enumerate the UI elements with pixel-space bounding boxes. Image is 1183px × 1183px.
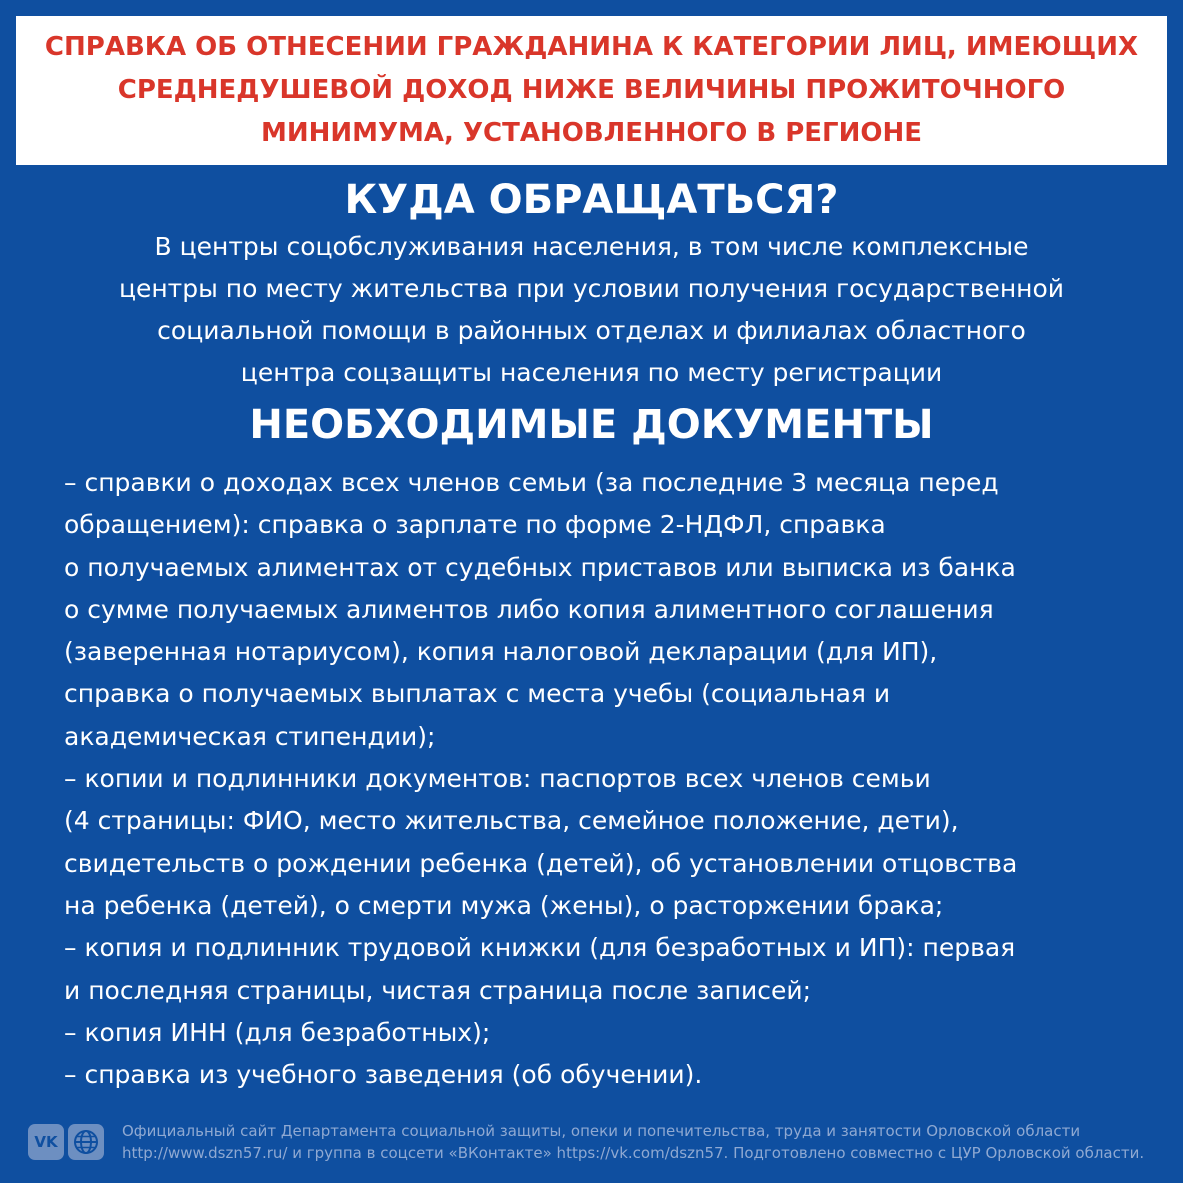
where-description (40, 226, 1143, 394)
footer-line: http://www.dszn57.ru/ и группа в соцсети «ВКонтакте» https://vk.com/dszn57. Подготовлено совместно с ЦУР Орловской области. (122, 1144, 1145, 1162)
title-banner (16, 16, 1167, 165)
document-line: академическая стипендии); (64, 721, 436, 751)
document-line: – копии и подлинники документов: паспортов всех членов семьи (64, 764, 931, 794)
footer-text (122, 1120, 1144, 1164)
document-line: – копия и подлинник трудовой книжки (для безработных и ИП): первая (64, 933, 1016, 963)
document-line: на ребенка (детей), о смерти мужа (жены), о расторжении брака; (64, 890, 944, 920)
document-line: – справка из учебного заведения (об обучении). (64, 1060, 703, 1090)
document-line: справка о получаемых выплатах с места учебы (социальная и (64, 679, 891, 709)
page-title (45, 26, 1138, 155)
document-line: о сумме получаемых алиментов либо копия алиментного соглашения (64, 594, 994, 624)
where-line: центры по месту жительства при условии получения государственной (118, 274, 1065, 303)
document-line: о получаемых алиментах от судебных приставов или выписка из банка (64, 552, 1016, 582)
documents-list (64, 462, 1144, 1096)
title-line: МИНИМУМА, УСТАНОВЛЕННОГО В РЕГИОНЕ (260, 118, 922, 148)
globe-icon[interactable] (68, 1124, 104, 1160)
vk-icon[interactable]: VK (28, 1124, 64, 1160)
where-line: В центры соцобслуживания населения, в том числе комплексные (154, 232, 1029, 261)
where-line: социальной помощи в районных отделах и филиалах областного (157, 316, 1026, 345)
document-line: – копия ИНН (для безработных); (64, 1017, 491, 1047)
title-line: СРЕДНЕДУШЕВОЙ ДОХОД НИЖЕ ВЕЛИЧИНЫ ПРОЖИТОЧНОГО (117, 75, 1066, 105)
document-line: (заверенная нотариусом), копия налоговой декларации (для ИП), (64, 637, 938, 667)
title-line: СПРАВКА ОБ ОТНЕСЕНИИ ГРАЖДАНИНА К КАТЕГОРИИ ЛИЦ, ИМЕЮЩИХ (44, 32, 1139, 62)
document-line: обращением): справка о зарплате по форме 2-НДФЛ, справка (64, 510, 886, 540)
globe-icon-graphic (73, 1129, 99, 1155)
document-line: свидетельств о рождении ребенка (детей), об установлении отцовства (64, 848, 1018, 878)
document-line: – справки о доходах всех членов семьи (за последние 3 месяца перед (64, 468, 999, 497)
documents-heading: НЕОБХОДИМЫЕ ДОКУМЕНТЫ (249, 402, 934, 448)
where-line: центра соцзащиты населения по месту регистрации (240, 358, 943, 387)
footer-line: Официальный сайт Департамента социальной защиты, опеки и попечительства, труда и занятости Орловской области (122, 1122, 1081, 1140)
document-line: и последняя страницы, чистая страница после записей; (64, 975, 812, 1005)
footer (28, 1120, 1168, 1170)
where-heading: КУДА ОБРАЩАТЬСЯ? (344, 177, 839, 223)
document-line: (4 страницы: ФИО, место жительства, семейное положение, дети), (64, 806, 959, 836)
social-icons (28, 1124, 104, 1160)
